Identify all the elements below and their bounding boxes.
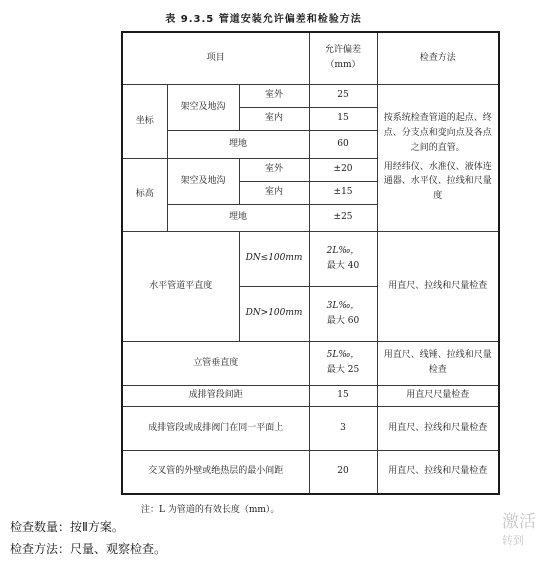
vertical-value bbox=[309, 341, 377, 385]
coord-overhead: 架空及地沟 bbox=[167, 84, 239, 130]
same-plane-method: 用直尺、拉线和尺量检查 bbox=[377, 406, 499, 450]
elev-indoor: 室内 bbox=[239, 181, 309, 204]
coord-outdoor-value: 25 bbox=[309, 84, 377, 107]
table-row bbox=[122, 385, 499, 406]
table-row bbox=[122, 406, 499, 450]
elev-buried-value: ±25 bbox=[309, 204, 377, 231]
horizontal-label: 水平管道平直度 bbox=[122, 231, 239, 341]
spacing-method: 用直尺尺量检查 bbox=[377, 385, 499, 406]
coord-elev-method bbox=[377, 84, 499, 231]
horizontal-dn-small-value-2: 最大 40 bbox=[326, 260, 360, 271]
table-caption: 表 9.3.5 管道安装允许偏差和检验方法 bbox=[165, 14, 362, 25]
table-row bbox=[122, 231, 499, 286]
header-row bbox=[122, 32, 499, 84]
header-deviation bbox=[309, 32, 377, 84]
activation-watermark-line1: 激活 bbox=[502, 512, 536, 532]
horizontal-dn-small: DN≤100mm bbox=[239, 231, 309, 286]
elev-label: 标高 bbox=[122, 158, 167, 231]
same-plane-label: 成排管段或成排阀门在同一平面上 bbox=[122, 406, 309, 450]
vertical-label: 立管垂直度 bbox=[122, 341, 309, 385]
coord-elev-method-2: 用经纬仪、水准仪、液体连通器、水平仪、拉线和尺量度 bbox=[383, 161, 492, 202]
deviation-table bbox=[121, 31, 500, 495]
elev-indoor-value: ±15 bbox=[309, 181, 377, 204]
table-row bbox=[122, 84, 499, 107]
coord-indoor-value: 15 bbox=[309, 107, 377, 130]
cross-value: 20 bbox=[309, 450, 377, 494]
inspection-quantity: 检查数量：按Ⅱ方案。 bbox=[10, 520, 124, 534]
horizontal-dn-large-value-2: 最大 60 bbox=[326, 315, 360, 326]
spacing-value: 15 bbox=[309, 385, 377, 406]
coord-elev-method-1: 按系统检查管道的起点、终点、分支点和变向点及各点之间的直管。 bbox=[383, 112, 492, 153]
coord-indoor: 室内 bbox=[239, 107, 309, 130]
header-method: 检查方法 bbox=[377, 32, 499, 84]
activation-watermark-line2: 转到 bbox=[502, 534, 524, 547]
horizontal-dn-small-value-1: 2L‰， bbox=[326, 245, 360, 256]
cross-label: 交叉管的外壁或绝热层的最小间距 bbox=[122, 450, 309, 494]
horizontal-method: 用直尺、拉线和尺量检查 bbox=[377, 231, 499, 341]
coord-buried: 埋地 bbox=[167, 130, 309, 158]
horizontal-dn-large-value-1: 3L‰， bbox=[326, 300, 360, 311]
header-deviation-line2: （mm） bbox=[325, 60, 361, 71]
horizontal-dn-large-value bbox=[309, 286, 377, 341]
table-row bbox=[122, 450, 499, 494]
cross-method: 用直尺、拉线和尺量检查 bbox=[377, 450, 499, 494]
vertical-method: 用直尺、线锤、拉线和尺量检查 bbox=[377, 341, 499, 385]
spacing-label: 成排管段间距 bbox=[122, 385, 309, 406]
inspection-method: 检查方法：尺量、观察检查。 bbox=[10, 542, 167, 556]
elev-overhead: 架空及地沟 bbox=[167, 158, 239, 204]
coord-buried-value: 60 bbox=[309, 130, 377, 158]
vertical-value-2: 最大 25 bbox=[326, 365, 360, 375]
horizontal-dn-small-value bbox=[309, 231, 377, 286]
table-note: 注：L 为管道的有效长度（mm）。 bbox=[141, 505, 280, 515]
coord-outdoor: 室外 bbox=[239, 84, 309, 107]
coord-label: 坐标 bbox=[122, 84, 167, 158]
elev-buried: 埋地 bbox=[167, 204, 309, 231]
header-item: 项目 bbox=[122, 32, 309, 84]
horizontal-dn-large: DN>100mm bbox=[239, 286, 309, 341]
elev-outdoor: 室外 bbox=[239, 158, 309, 181]
header-deviation-line1: 允许偏差 bbox=[325, 45, 362, 56]
vertical-value-1: 5L‰， bbox=[326, 350, 360, 361]
same-plane-value: 3 bbox=[309, 406, 377, 450]
table-row bbox=[122, 341, 499, 385]
elev-outdoor-value: ±20 bbox=[309, 158, 377, 181]
